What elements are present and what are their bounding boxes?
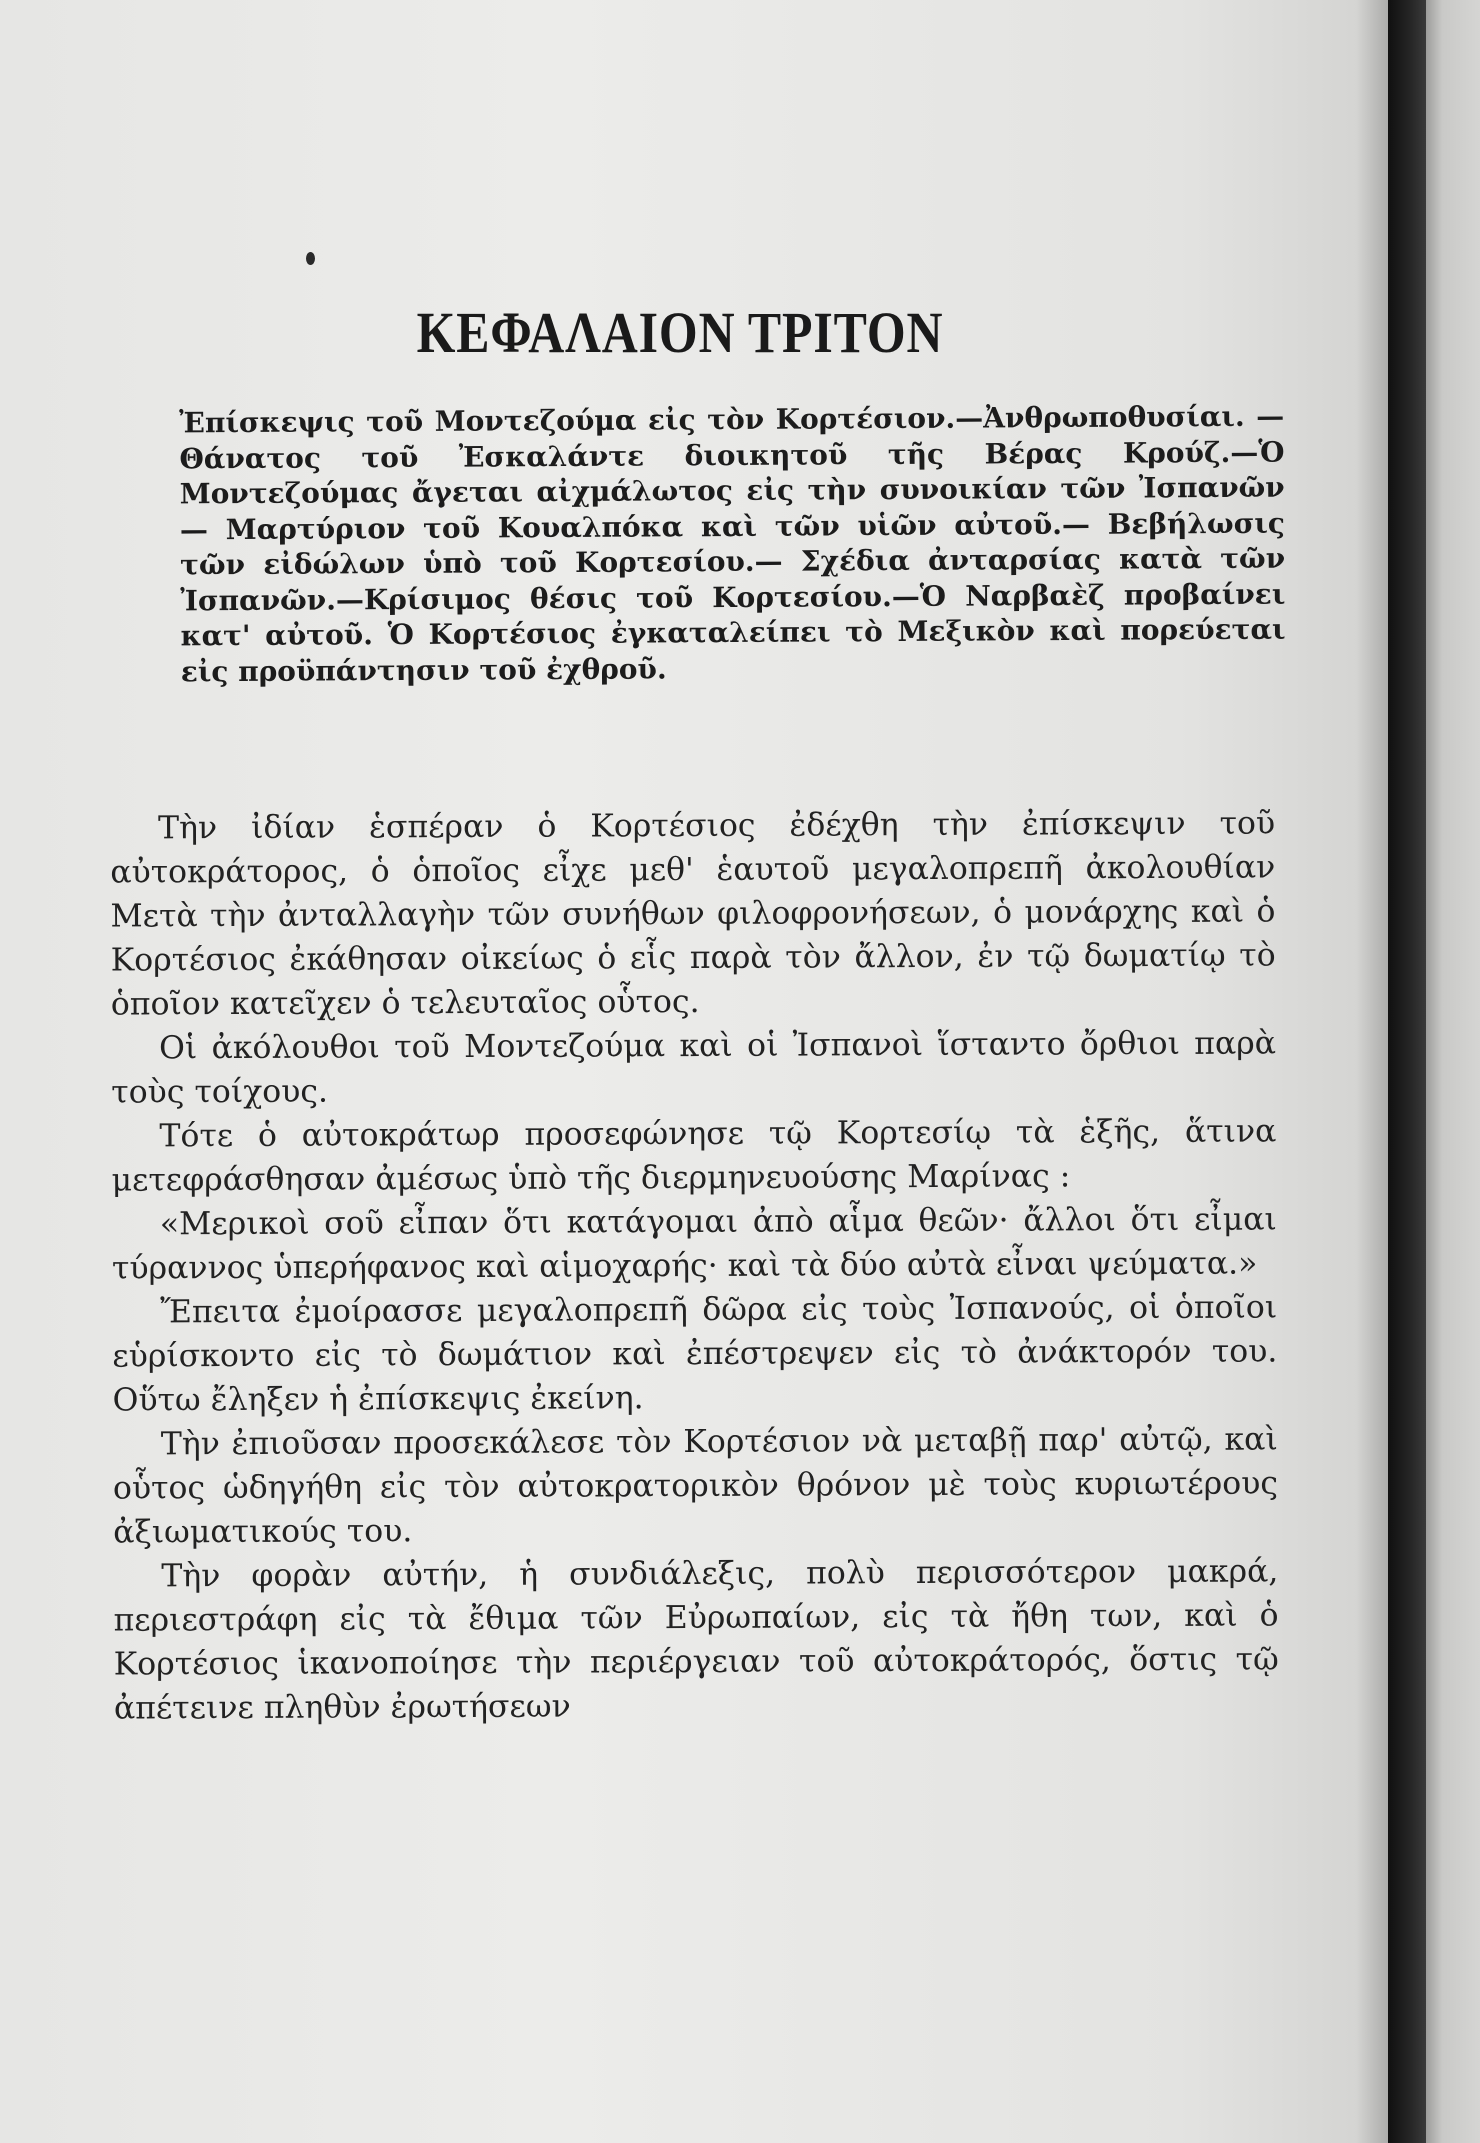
adjacent-page-edge [1426, 0, 1480, 2143]
chapter-summary: Ἐπίσκεψις τοῦ Μοντεζούμα εἰς τὸν Κορτέσιον.—Ἀνθρωποθυσίαι. —Θάνατος τοῦ Ἐσκαλάντε διοικητοῦ τῆς Βέρας Κρούζ.—Ὁ Μοντεζούμας ἄγεται αἰχμάλωτος εἰς τὴν συνοικίαν τῶν Ἰσπανῶν — Μαρτύριον τοῦ Κουαλπόκα καὶ τῶν υἱῶν αὐτοῦ.— Βεβήλωσις τῶν εἰδώλων ὑπὸ τοῦ Κορτεσίου.— Σχέδια ἀνταρσίας κατὰ τῶν Ἰσπανῶν.—Κρίσιμος θέσις τοῦ Κορτεσίου.—Ὁ Ναρβαὲζ προβαίνει κατ' αὐτοῦ. Ὁ Κορτέσιος ἐγκαταλείπει τὸ Μεξικὸν καὶ πορεύεται εἰς προϋπάντησιν τοῦ ἐχθροῦ. [179, 399, 1286, 688]
book-spine [1388, 0, 1426, 2143]
chapter-heading: ΚΕΦΑΛΑΙΟΝ ΤΡΙΤΟΝ [416, 300, 944, 365]
paragraph: Τὴν ἰδίαν ἑσπέραν ὁ Κορτέσιος ἐδέχθη τὴν ἐπίσκεψιν τοῦ αὐτοκράτορος, ὁ ὁποῖος εἶχε μεθ' ἑαυτοῦ μεγαλοπρεπῆ ἀκολουθίαν Μετὰ τὴν ἀνταλλαγὴν τῶν συνήθων φιλοφρονήσεων, ὁ μονάρχης καὶ ὁ Κορτέσιος ἐκάθησαν οἰκείως ὁ εἷς παρὰ τὸν ἄλλον, ἐν τῷ δωματίῳ τὸ ὁποῖον κατεῖχεν ὁ τελευταῖος οὗτος. [110, 805, 1276, 1023]
paragraph: Ἔπειτα ἐμοίρασσε μεγαλοπρεπῆ δῶρα εἰς τοὺς Ἰσπανούς, οἱ ὁποῖοι εὑρίσκοντο εἰς τὸ δωμάτιον καὶ ἐπέστρεψεν εἰς τὸ ἀνάκτορόν του. Οὕτω ἔληξεν ἡ ἐπίσκεψις ἐκείνη. [112, 1289, 1278, 1419]
body-text [110, 801, 1279, 1730]
ink-dot [306, 252, 315, 265]
paragraph: «Μερικοὶ σοῦ εἶπαν ὅτι κατάγομαι ἀπὸ αἷμα θεῶν· ἄλλοι ὅτι εἶμαι τύραννος ὑπερήφανος καὶ αἱμοχαρής· καὶ τὰ δύο αὐτὰ εἶναι ψεύματα.» [111, 1201, 1277, 1287]
paragraph: Τὴν ἐπιοῦσαν προσεκάλεσε τὸν Κορτέσιον νὰ μεταβῇ παρ' αὐτῷ, καὶ οὗτος ὡδηγήθη εἰς τὸν αὐτοκρατορικὸν θρόνον μὲ τοὺς κυριωτέρους ἀξιωματικούς του. [112, 1421, 1279, 1551]
paragraph: Τὴν φορὰν αὐτήν, ἡ συνδιάλεξις, πολὺ περισσότερον μακρά, περιεστράφη εἰς τὰ ἔθιμα τῶν Εὐρωπαίων, εἰς τὰ ἤθη των, καὶ ὁ Κορτέσιος ἱκανοποίησε τὴν περιέργειαν τοῦ αὐτοκράτορός, ὅστις τῷ ἀπέτεινε πληθὺν ἐρωτήσεων [113, 1553, 1279, 1727]
gutter-shadow [1356, 0, 1388, 2143]
paragraph: Τότε ὁ αὐτοκράτωρ προσεφώνησε τῷ Κορτεσίῳ τὰ ἑξῆς, ἅτινα μετεφράσθησαν ἀμέσως ὑπὸ τῆς διερμηνευούσης Μαρίνας : [111, 1113, 1277, 1199]
paragraph: Οἱ ἀκόλουθοι τοῦ Μοντεζούμα καὶ οἱ Ἰσπανοὶ ἵσταντο ὄρθιοι παρὰ τοὺς τοίχους. [111, 1025, 1277, 1111]
